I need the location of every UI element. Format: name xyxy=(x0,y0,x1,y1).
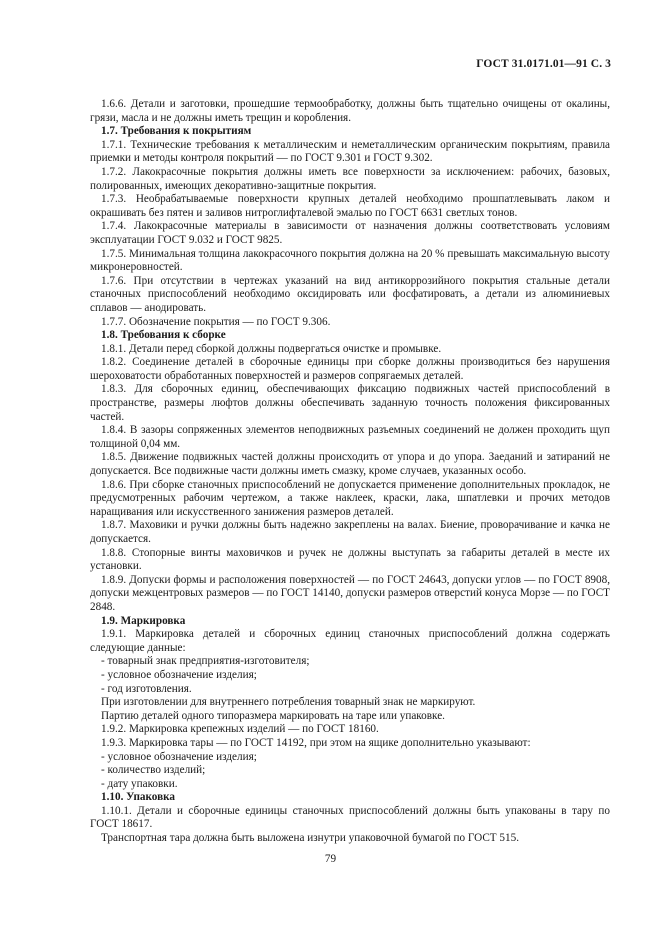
paragraph: 1.7.5. Минимальная толщина лакокрасочного покрытия должна на 20 % превышать максимальную высоту микронеровностей. xyxy=(90,247,610,274)
paragraph: 1.7.2. Лакокрасочные покрытия должны иметь все поверхности за исключением: рабочих, базовых, полированных, имеющих декоративно-защитные покрытия. xyxy=(90,165,610,192)
paragraph: 1.8.5. Движение подвижных частей должны происходить от упора и до упора. Заеданий и затираний не допускается. Все подвижные части должны иметь смазку, кроме случаев, указанных особо. xyxy=(90,451,610,478)
list-item: 1.9.2. Маркировка крепежных изделий — по ГОСТ 18160. xyxy=(101,723,379,736)
paragraph: 1.8.2. Соединение деталей в сборочные единицы при сборке должны производиться без нарушения шероховатости обработанных поверхностей и размеров сопрягаемых деталей. xyxy=(90,356,610,382)
page-header: ГОСТ 31.0171.01—91 С. 3 xyxy=(476,58,611,70)
paragraph: 1.8.8. Стопорные винты маховичков и ручек не должны выступать за габариты деталей в месте их установки. xyxy=(90,546,610,573)
paragraph: 1.7.1. Технические требования к металлическим и неметаллическим органическим покрытиям, правила приемки и методы контроля покрытий — по ГОСТ 9.301 и ГОСТ 9.302. xyxy=(90,138,610,165)
section-heading: 1.10. Упаковка xyxy=(101,791,176,804)
list-item: При изготовлении для внутреннего потребления товарный знак не маркируют. xyxy=(101,696,476,709)
list-item: - количество изделий; xyxy=(101,764,206,777)
list-item: - товарный знак предприятия-изготовителя; xyxy=(101,655,310,668)
document-body xyxy=(90,98,610,846)
paragraph: 1.7.6. При отсутствии в чертежах указаний на вид антикоррозийного покрытия стальные детали станочных приспособлений необходимо оксидировать или фосфатировать, а детали из алюминиевых сплавов — анодировать. xyxy=(90,274,610,314)
paragraph: 1.8.1. Детали перед сборкой должны подвергаться очистке и промывке. xyxy=(101,342,442,355)
paragraph: 1.8.7. Маховики и ручки должны быть надежно закреплены на валах. Биение, проворачивание и качка не допускается. xyxy=(90,519,610,545)
list-item: - год изготовления. xyxy=(101,682,192,695)
paragraph: 1.9.1. Маркировка деталей и сборочных единиц станочных приспособлений должна содержать следующие данные: xyxy=(90,628,610,654)
paragraph: 1.6.6. Детали и заготовки, прошедшие термообработку, должны быть тщательно очищены от окалины, грязи, масла и не должны иметь трещин и коробления. xyxy=(90,98,610,124)
paragraph: 1.8.3. Для сборочных единиц, обеспечивающих фиксацию подвижных частей приспособлений в пространстве, размеры люфтов должны обеспечивать заданную точность положения фиксированных частей. xyxy=(90,383,610,423)
section-heading: 1.8. Требования к сборке xyxy=(101,329,226,342)
paragraph: 1.8.4. В зазоры сопряженных элементов неподвижных разъемных соединений не должен проходить щуп толщиной 0,04 мм. xyxy=(90,424,610,450)
list-item: Транспортная тара должна быть выложена изнутри упаковочной бумагой по ГОСТ 515. xyxy=(101,832,519,845)
section-heading: 1.7. Требования к покрытиям xyxy=(101,125,252,138)
paragraph: 1.7.7. Обозначение покрытия — по ГОСТ 9.306. xyxy=(101,315,331,328)
paragraph: 1.8.6. При сборке станочных приспособлений не допускается применение дополнительных прокладок, не предусмотренных рабочим чертежом, а также наклеек, краски, лака, шпатлевки и прочих методов наращивания или искусственного занижения размеров деталей. xyxy=(90,478,610,518)
list-item: - условное обозначение изделия; xyxy=(101,668,257,681)
paragraph: 1.7.3. Необрабатываемые поверхности крупных деталей необходимо прошпатлевывать лаком и окрашивать без пятен и заливов нитроглифталевой эмалью по ГОСТ 6631 светлых тонов. xyxy=(90,193,610,219)
paragraph: 1.8.9. Допуски формы и расположения поверхностей — по ГОСТ 24643, допуски углов — по ГОСТ 8908, допуски межцентровых размеров — по ГОСТ 14140, допуски размеров отверстий конуса Морзе — по ГОСТ 2848. xyxy=(90,573,610,613)
paragraph: 1.7.4. Лакокрасочные материалы в зависимости от назначения должны соответствовать условиям эксплуатации ГОСТ 9.032 и ГОСТ 9825. xyxy=(90,220,610,246)
list-item: 1.9.3. Маркировка тары — по ГОСТ 14192, при этом на ящике дополнительно указывают: xyxy=(101,736,531,749)
list-item: Партию деталей одного типоразмера маркировать на таре или упаковке. xyxy=(101,709,445,722)
paragraph: 1.10.1. Детали и сборочные единицы станочных приспособлений должны быть упакованы в тару по ГОСТ 18617. xyxy=(90,804,610,831)
list-item: - условное обозначение изделия; xyxy=(101,750,257,763)
list-item: - дату упаковки. xyxy=(101,777,178,790)
section-heading: 1.9. Маркировка xyxy=(101,614,186,627)
page-number: 79 xyxy=(324,853,337,865)
